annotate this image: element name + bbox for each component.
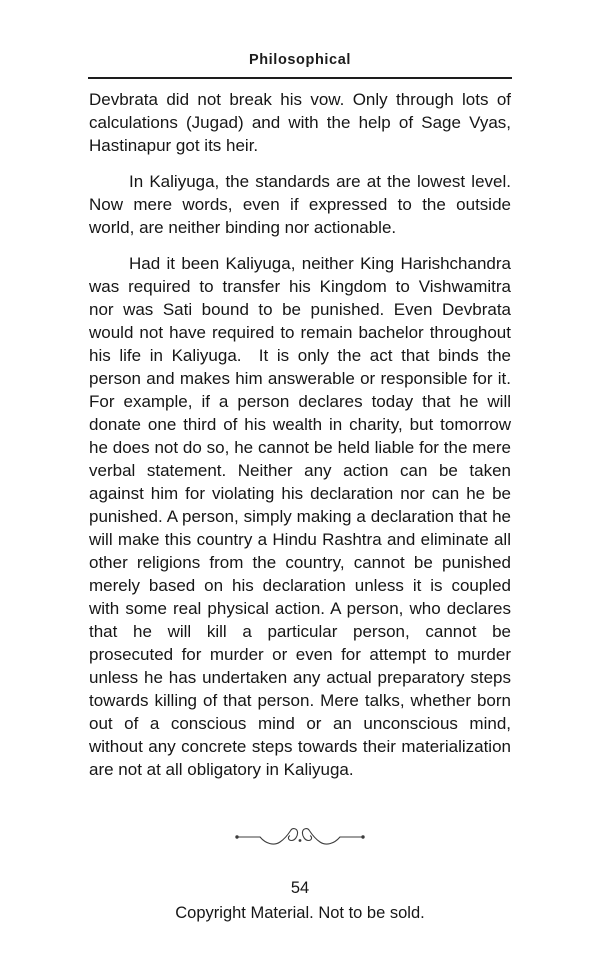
page-number: 54 <box>290 879 310 897</box>
page-body-text <box>89 88 511 794</box>
copyright-notice: Copyright Material. Not to be sold. <box>175 904 425 922</box>
body-paragraph: Had it been Kaliyuga, neither King Harishchandra was required to transfer his Kingdom to Vishwamitra nor was Sati bound to be punished. Even Devbrata would not have required to remain bachelor throughout his life in Kaliyuga. It is only the act that binds the person and makes him answerable or responsible for it. For example, if a person declares today that he will donate one third of his wealth in charity, but tomorrow he does not do so, he cannot be held liable for the mere verbal statement. Neither any action can be taken against him for violating his declaration nor can he be punished. A person, simply making a declaration that he will make this country a Hindu Rashtra and eliminate all other religions from the country, cannot be punished merely based on his declaration unless it is coupled with some real physical action. A person, who declares that he will kill a particular person, cannot be prosecuted for murder or even for attempt to murder unless he has undertaken any actual preparatory steps towards killing of that person. Mere talks, whether born out of a conscious mind or an unconscious mind, without any concrete steps towards their materialization are not at all obligatory in Kaliyuga. <box>89 254 511 779</box>
flourish-divider-icon <box>0 828 600 856</box>
body-paragraph: Devbrata did not break his vow. Only through lots of calculations (Jugad) and with the help of Sage Vyas, Hastinapur got its heir. <box>89 90 511 155</box>
body-paragraph: In Kaliyuga, the standards are at the lowest level. Now mere words, even if expressed to the outside world, are neither binding nor actionable. <box>89 172 511 237</box>
header-rule <box>88 77 512 79</box>
running-header-title: Philosophical <box>248 52 352 68</box>
